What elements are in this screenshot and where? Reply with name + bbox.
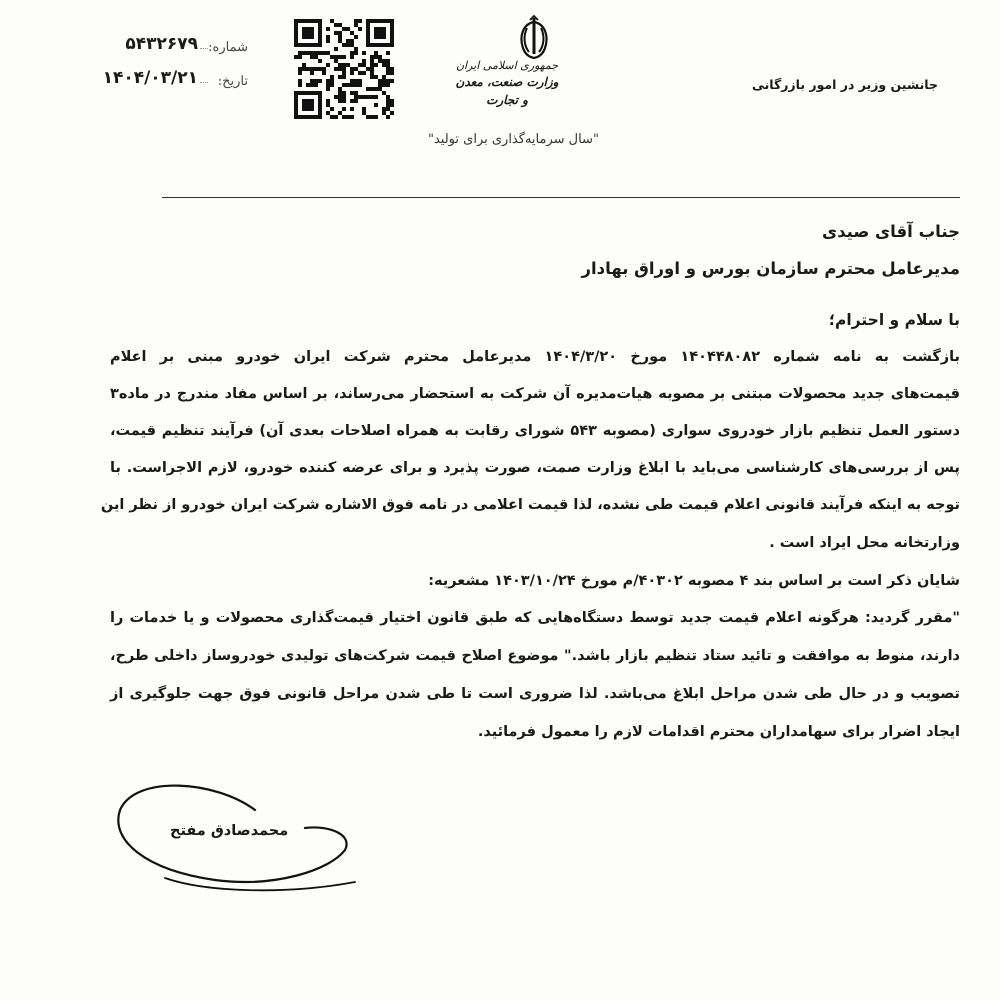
- iran-emblem-icon: [513, 14, 555, 62]
- body-line: تصویب و در حال طی شدن مراحل ابلاغ می‌باشد. لذا ضروری است تا طی شدن مراحل قانونی فوق جهت جلوگیری از: [110, 686, 960, 702]
- signatory-name: محمدصادق مفتح: [170, 823, 289, 839]
- body-line: شایان ذکر است بر اساس بند ۴ مصوبه ۴۰۳۰۲/م مورخ ۱۴۰۳/۱۰/۲۴ مشعریه:: [428, 573, 960, 589]
- addressee-name: جناب آقای صیدی: [821, 222, 960, 241]
- body-line: بازگشت به نامه شماره ۱۴۰۴۴۸۰۸۲ مورخ ۱۴۰۴/۳/۲۰ مدیرعامل محترم شرکت ایران خودرو مبنی بر اعلام: [110, 349, 960, 365]
- year-slogan: "سال سرمایه‌گذاری برای تولید": [428, 132, 599, 147]
- dotted-leader: [200, 48, 208, 49]
- body-line: دستور العمل تنظیم بازار خودروی سواری (مصوبه ۵۴۳ شورای رقابت به همراه اصلاحات بعدی آن) فرآیند تنظیم قیمت،: [110, 423, 960, 439]
- ministry-line-1: جمهوری اسلامی ایران: [455, 59, 559, 72]
- date-label: تاریخ:: [217, 74, 248, 89]
- letter-date: [102, 68, 248, 94]
- addressee-title: مدیرعامل محترم سازمان بورس و اوراق بهادار: [581, 259, 960, 278]
- dotted-leader: [200, 82, 208, 83]
- body-line: وزارتخانه محل ایراد است .: [769, 535, 960, 551]
- number-value: ۵۴۳۲۶۷۹: [125, 34, 198, 54]
- body-line: دارند، منوط به موافقت و تائید ستاد تنظیم بازار باشد." موضوع اصلاح قیمت شرکت‌های تولیدی خودروساز داخلی طرح،: [110, 648, 960, 664]
- deputy-title: جانشین وزیر در امور بازرگانی: [751, 77, 938, 92]
- body-line: ایجاد اضرار برای سهامداران محترم اقدامات لازم را معمول فرمائید.: [477, 724, 960, 740]
- body-line: "مقرر گردید: هرگونه اعلام قیمت جدید توسط دستگاه‌هایی که طبق قانون اختیار قیمت‌گذاری محصولات و یا خدمات را: [110, 610, 960, 626]
- ministry-line-2: وزارت صنعت، معدن و تجارت: [455, 75, 559, 107]
- letter-number: [108, 34, 248, 60]
- ministry-logo-text: [452, 58, 562, 110]
- header-divider: [162, 197, 960, 198]
- body-line: قیمت‌های جدید محصولات مبتنی بر مصوبه هیات‌مدیره آن شرکت به استحضار می‌رساند، بر اساس مفاد مندرج در ماده۳: [110, 386, 960, 402]
- body-line: توجه به اینکه فرآیند قانونی اعلام قیمت طی نشده، لذا قیمت اعلامی در نامه فوق الاشاره شرکت ایران خودرو از نظر این: [100, 497, 960, 513]
- date-value: ۱۴۰۴/۰۳/۲۱: [102, 68, 198, 88]
- qr-code-icon: [294, 19, 394, 119]
- body-line: پس از بررسی‌های کارشناسی می‌باید با ابلاغ وزارت صمت، صورت پذیرد و برای عرضه کننده خودرو، لازم الاجراست. با: [110, 460, 960, 476]
- greeting: با سلام و احترام؛: [828, 311, 960, 329]
- number-label: شماره:: [208, 40, 248, 55]
